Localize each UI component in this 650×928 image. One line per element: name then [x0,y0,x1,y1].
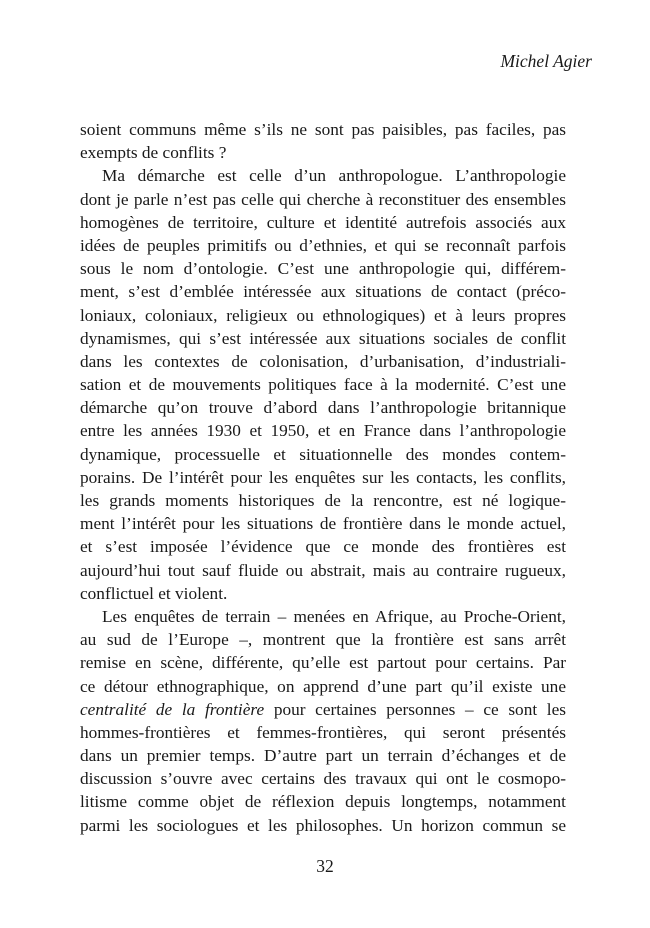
text-line: au sud de l’Europe –, montrent que la frontière est sans arrêt [80,630,566,650]
text-line: aujourd’hui tout sauf fluide ou abstrait, mais au contraire rugueux, [80,560,566,580]
text-line: ce détour ethnographique, on apprend d’une part qu’il existe une [80,676,566,696]
text-line: ment l’intérêt pour les situations de frontière dans le monde actuel, [80,514,566,534]
text-line: ment, s’est d’emblée intéressée aux situations de contact (préco- [80,282,566,302]
text-line: loniaux, coloniaux, religieux ou ethnologiques) et à leurs propres [80,305,566,325]
text-line: conflictuel et violent. [80,583,228,603]
running-header-author: Michel Agier [500,51,592,71]
text-line: porains. De l’intérêt pour les enquêtes sur les contacts, les conflits, [80,467,566,487]
text-line: homogènes de territoire, culture et identité autrefois associés aux [80,212,566,232]
text-segment: pour certaines personnes – ce sont les [264,699,566,719]
text-line: parmi les sociologues et les philosophes. Un horizon commun se [80,815,566,835]
text-line: idées de peuples primitifs ou d’ethnies, et qui se reconnaît parfois [80,235,566,255]
text-line: discussion s’ouvre avec certains des travaux qui ont le cosmopo- [80,769,566,789]
text-line: exempts de conflits ? [80,143,227,163]
paragraph-start-line: Ma démarche est celle d’un anthropologue. L’anthropologie [102,166,566,186]
text-line: litisme comme objet de réflexion depuis longtemps, notamment [80,792,566,812]
text-line: démarche qu’on trouve d’abord dans l’anthropologie britannique [80,398,566,418]
text-line-with-italic [80,698,566,721]
text-line: soient communs même s’ils ne sont pas paisibles, pas faciles, pas [80,120,566,139]
text-line: les grands moments historiques de la rencontre, est né logique- [80,491,566,510]
paragraph-start-line: Les enquêtes de terrain – menées en Afrique, au Proche-Orient, [102,606,566,626]
page-number: 32 [316,856,334,876]
text-line: sation et de mouvements politiques face à la modernité. C’est une [80,375,566,395]
text-line: dont je parle n’est pas celle qui cherche à reconstituer des ensembles [80,189,566,209]
text-line: dynamismes, qui s’est intéressée aux situations sociales de conflit [80,328,566,348]
text-line: dynamique, processuelle et situationnelle des mondes contem- [80,444,566,464]
text-line: remise en scène, différente, qu’elle est partout pour certains. Par [80,653,566,673]
italic-phrase: centralité de la frontière [80,699,265,719]
body-text [80,118,566,837]
text-line: sous le nom d’ontologie. C’est une anthropologie qui, différem- [80,259,566,279]
text-line: hommes-frontières et femmes-frontières, qui seront présentés [80,722,566,742]
text-line: et s’est imposée l’évidence que ce monde des frontières est [80,537,566,557]
text-line: dans les contextes de colonisation, d’urbanisation, d’industriali- [80,351,566,371]
text-line: entre les années 1930 et 1950, et en France dans l’anthropologie [80,421,566,441]
text-line: dans un premier temps. D’autre part un terrain d’échanges et de [80,746,566,766]
